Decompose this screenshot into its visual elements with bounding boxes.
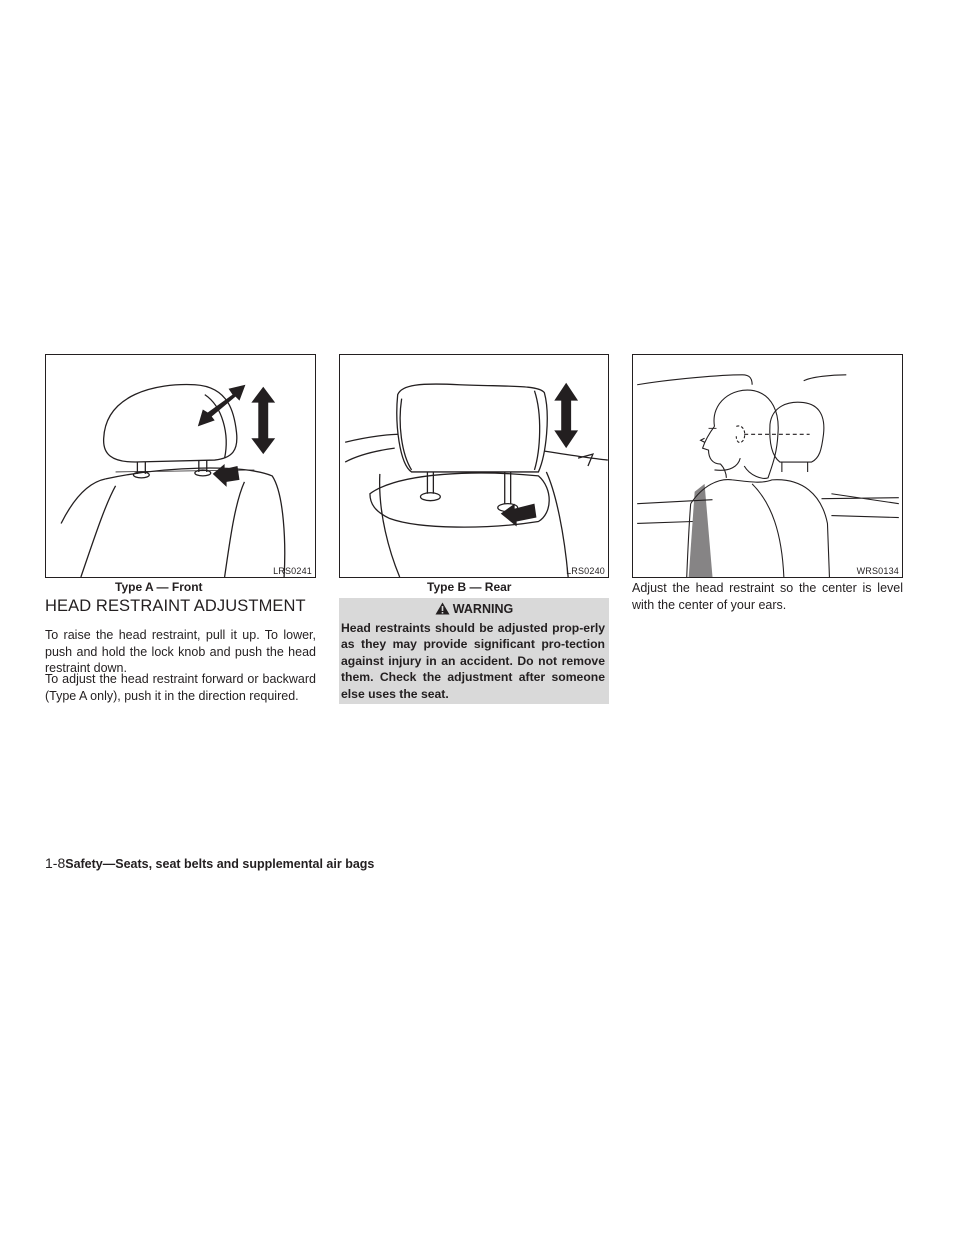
instruction-paragraph-raise-lower: To raise the head restraint, pull it up. To lower, push and hold the lock knob and push the head restraint down.: [45, 628, 316, 675]
rear-head-restraint-illustration: [340, 355, 608, 577]
front-head-restraint-illustration: [46, 355, 315, 577]
figure-ear-level: [632, 354, 903, 578]
warning-triangle-icon: [435, 602, 450, 615]
figure-caption-type-a: Type A — Front: [115, 580, 203, 594]
warning-header: [339, 601, 609, 617]
up-down-arrow-icon: [554, 383, 578, 448]
figure-type-b-rear: [339, 354, 609, 578]
figure-caption-type-b: Type B — Rear: [427, 580, 512, 594]
figure-code: WRS0134: [856, 566, 899, 576]
footer-section-title: Safety—Seats, seat belts and supplemental air bags: [65, 857, 375, 871]
warning-title: WARNING: [452, 602, 514, 616]
page-footer: [45, 855, 374, 871]
up-down-arrow-icon: [251, 387, 275, 454]
ear-level-paragraph: Adjust the head restraint so the center is level with the center of your ears.: [632, 581, 903, 612]
figure-code: LRS0241: [273, 566, 312, 576]
section-title: HEAD RESTRAINT ADJUSTMENT: [45, 597, 306, 615]
ear-level-illustration: [633, 355, 902, 577]
warning-text: Head restraints should be adjusted prop-erly as they may provide significant pro-tection against injury in an accident. Do not remove them. Check the adjustment after someone else uses the seat.: [341, 621, 605, 701]
instruction-paragraph-forward-backward: To adjust the head restraint forward or backward (Type A only), push it in the direction required.: [45, 672, 316, 703]
warning-box: [339, 598, 609, 704]
figure-type-a-front: [45, 354, 316, 578]
page-number: 1-8: [45, 855, 66, 871]
figure-code: LRS0240: [566, 566, 605, 576]
